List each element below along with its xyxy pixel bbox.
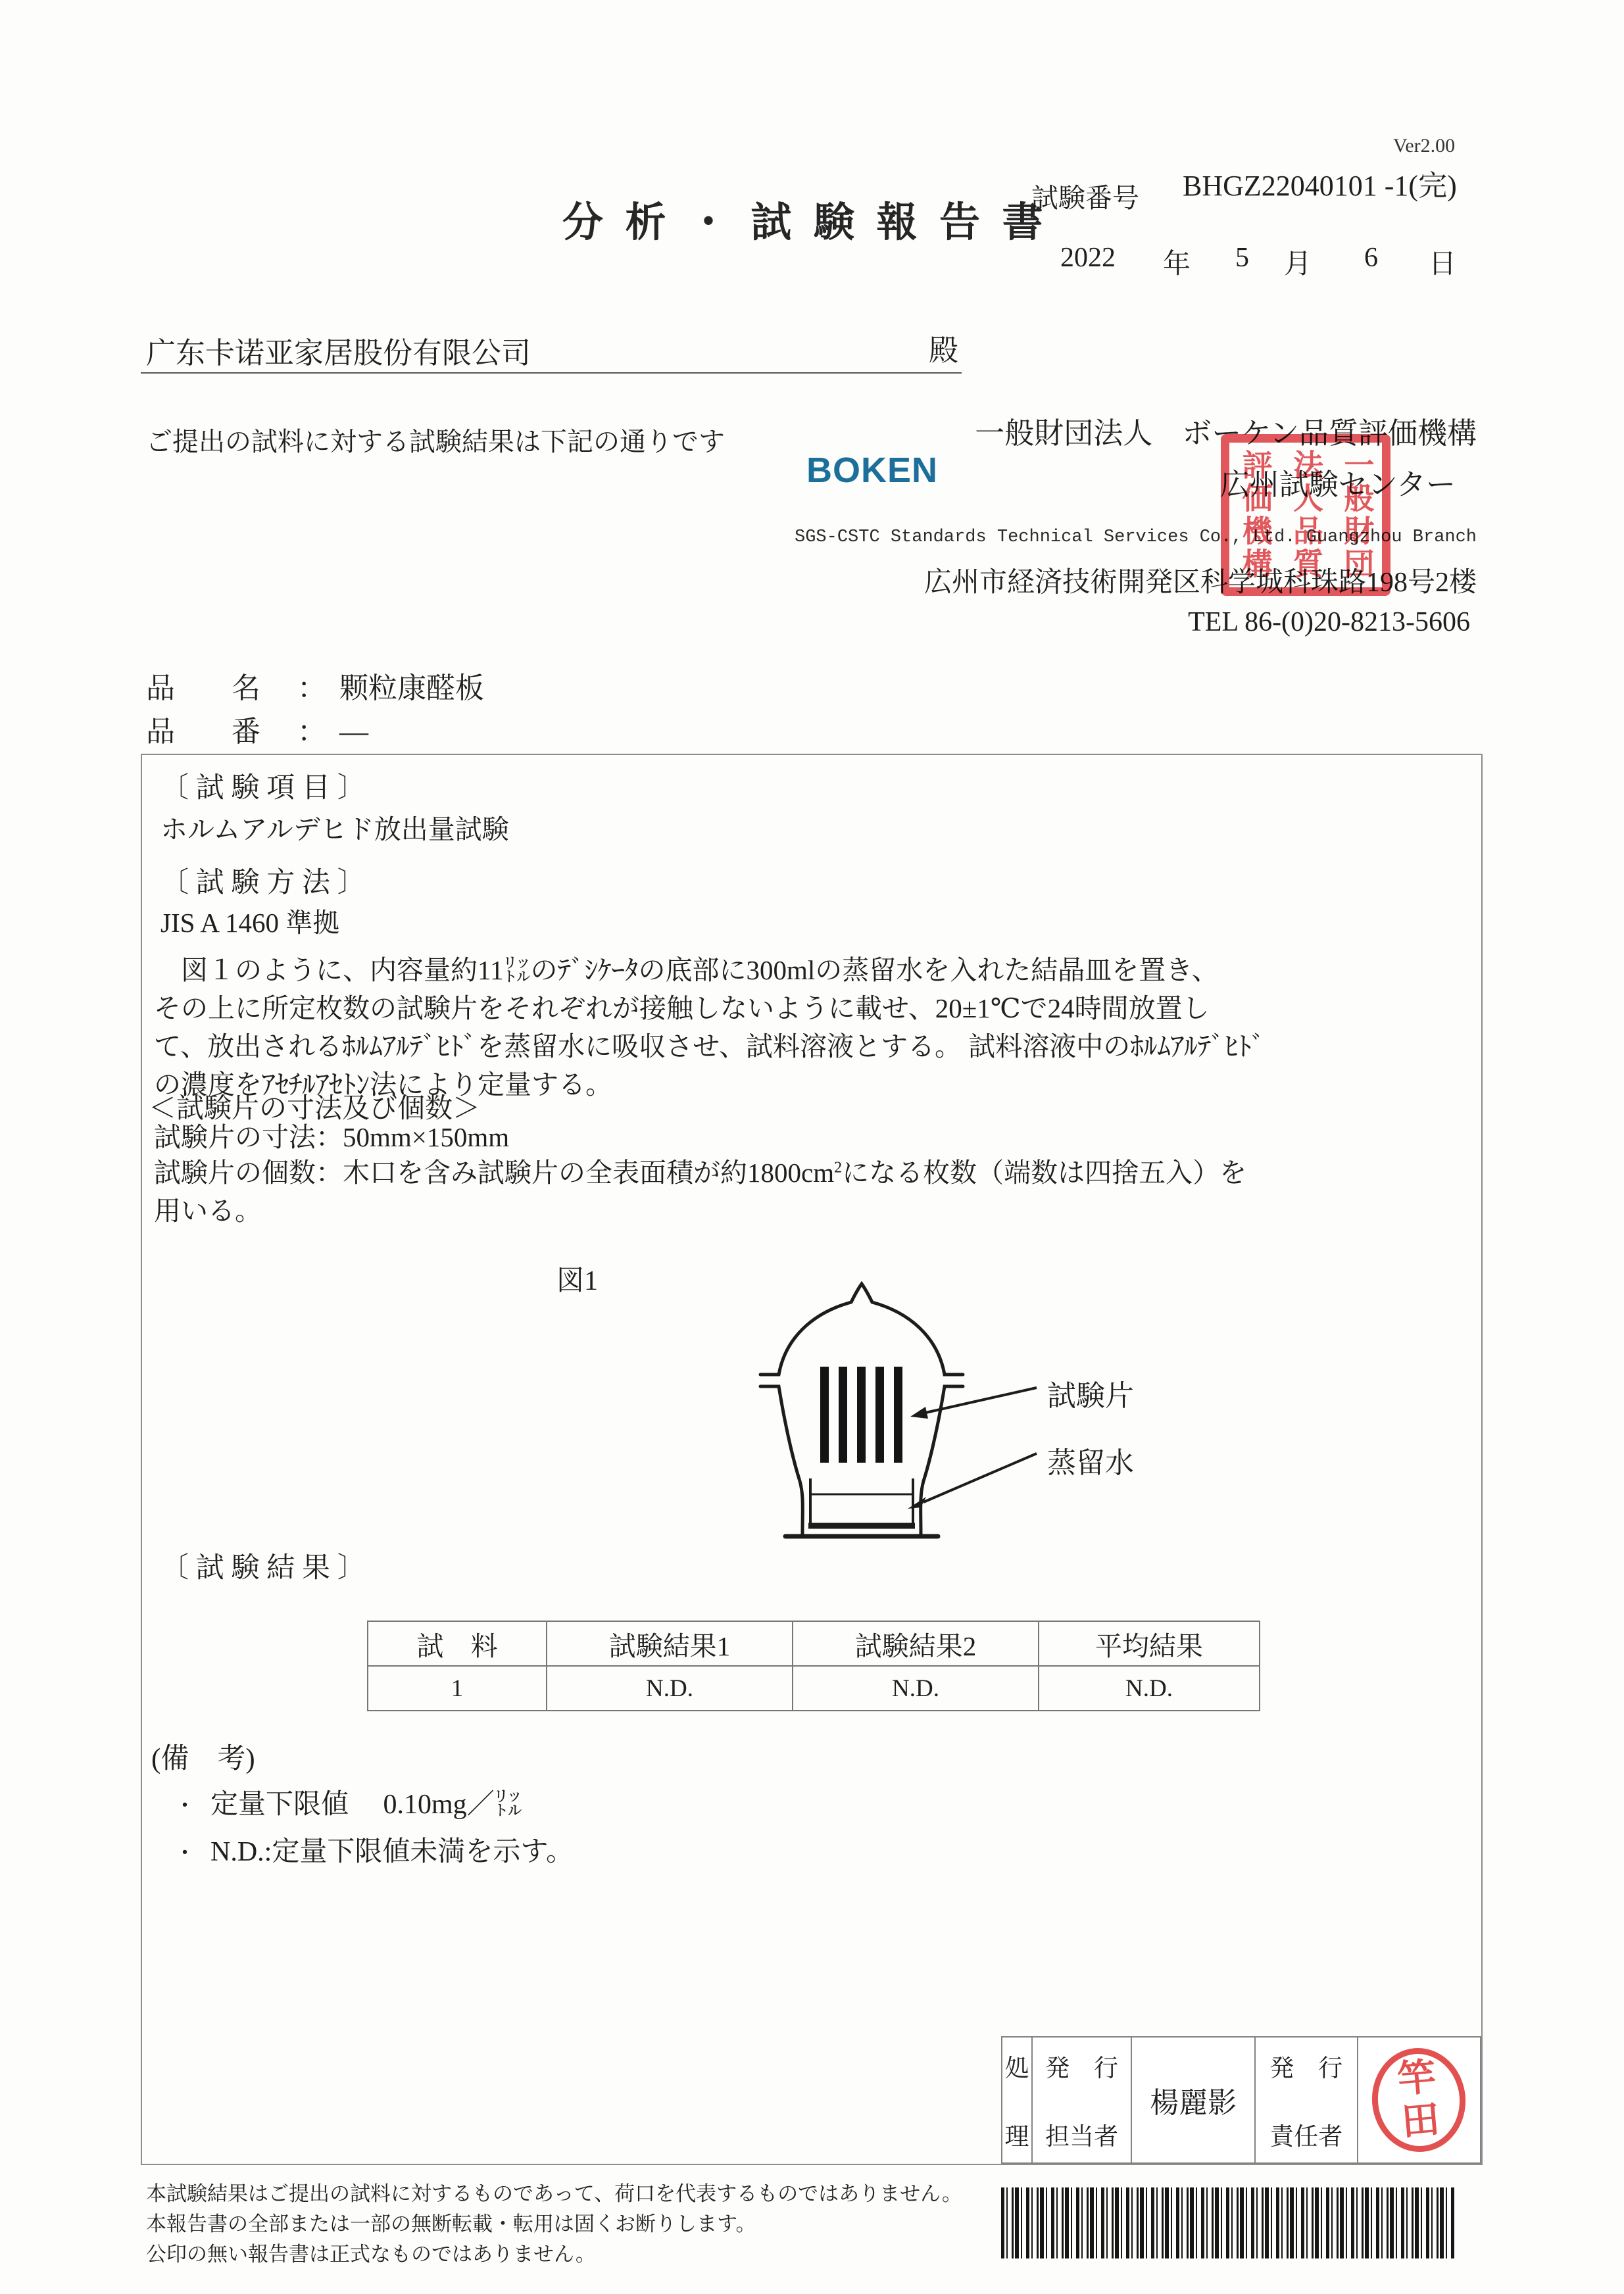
- sample-number-value: ―: [339, 716, 368, 748]
- honorific-dono: 殿: [929, 334, 959, 367]
- date-year: 2022: [1060, 243, 1116, 273]
- footer-disclaimer: 本試験結果はご提出の試料に対するものであって、荷口を代表するものではありません。: [146, 2182, 962, 2205]
- results-heading: 〔 試 験 結 果 〕: [160, 1553, 366, 1584]
- process-label-bottom: 理: [1004, 2124, 1029, 2151]
- seal-column: 法人品質: [1289, 449, 1323, 581]
- specimen-count-text: 試験片の個数：木口を含み試験片の全表面積が約1800cm: [154, 1158, 835, 1188]
- figure-label: 図1: [556, 1266, 599, 1296]
- signoff-staff-name-cell: [1132, 2038, 1255, 2162]
- sample-number-row: [146, 708, 368, 750]
- seal-column: 評価機構: [1238, 449, 1272, 581]
- remarks-heading: (備 考): [151, 1744, 255, 1774]
- water-arrow: [923, 1453, 1037, 1502]
- sample-name-colon: ：: [297, 672, 326, 704]
- procedure-line: て、放出されるﾎﾙﾑｱﾙﾃﾞﾋﾄﾞを蒸留水に吸収させ、試料溶液とする。 試料溶液中のﾎﾙﾑｱﾙﾃﾞﾋﾄﾞ: [154, 1031, 1266, 1062]
- page-title: 分 析 ・ 試 験 報 告 書: [562, 201, 1049, 245]
- bullet-dot: ・: [174, 1794, 196, 1818]
- procedure-line: その上に所定枚数の試験片をそれぞれが接触しないように載せ、20±1℃で24時間放置し: [154, 993, 1210, 1023]
- issuer-tel: TEL 86-(0)20-8213-5606: [1188, 607, 1470, 637]
- signoff-issue-staff-cell: [1033, 2038, 1133, 2162]
- issue-staff-label-bottom: 担当者: [1045, 2124, 1119, 2151]
- specimen-size-heading: ＜試験片の寸法及び個数＞: [149, 1094, 481, 1124]
- water-arrowhead: [908, 1497, 926, 1509]
- issuer-english-name: SGS-CSTC Standards Technical Services Co., Ltd. Guangzhou Branch: [795, 527, 1477, 547]
- date-year-unit: 年: [1163, 249, 1191, 280]
- results-col-result2: 試験結果2: [793, 1621, 1039, 1666]
- official-square-seal: [1221, 434, 1390, 596]
- staff-name: 楊麗影: [1150, 2087, 1237, 2119]
- specimen-count-line: [154, 1151, 1246, 1190]
- results-col-result1: 試験結果1: [547, 1621, 793, 1666]
- specimen-count-line2: 用いる。: [154, 1196, 262, 1226]
- specimen-arrowhead: [910, 1407, 928, 1419]
- remark-text: N.D.:定量下限値未満を示す。: [210, 1837, 574, 1867]
- date-month-unit: 月: [1284, 249, 1312, 280]
- signoff-issue-manager-cell: [1256, 2038, 1358, 2162]
- results-header-row: [368, 1621, 1260, 1666]
- results-col-sample: 試 料: [368, 1621, 547, 1666]
- issue-manager-label-bottom: 責任者: [1269, 2124, 1343, 2151]
- date-month: 5: [1235, 243, 1249, 273]
- sample-number-label: 品: [146, 716, 175, 748]
- results-cell-result2: N.D.: [793, 1666, 1039, 1711]
- specimen-bar: [820, 1367, 829, 1463]
- date-day-unit: 日: [1429, 249, 1457, 280]
- procedure-line: 図１のように、内容量約11㍑のﾃﾞｼｹｰﾀの底部に300mlの蒸留水を入れた結晶皿を置き、: [154, 955, 1219, 985]
- desiccator-body-left: [760, 1386, 802, 1535]
- version-label: Ver2.00: [1393, 135, 1456, 157]
- remark-item: [174, 1782, 522, 1822]
- specimen-size-line: 試験片の寸法：50mm×150mm: [154, 1122, 510, 1152]
- test-item-heading: 〔 試 験 項 目 〕: [160, 773, 366, 804]
- intro-sentence: ご提出の試料に対する試験結果は下記の通りです: [146, 427, 725, 456]
- test-item-value: ホルムアルデヒド放出量試験: [160, 814, 509, 844]
- footer-disclaimer: 公印の無い報告書は正式なものではありません。: [146, 2243, 596, 2266]
- desiccator-figure: [645, 1277, 1158, 1553]
- dish-walls: [810, 1478, 913, 1526]
- signoff-process-cell: [1002, 2038, 1033, 2162]
- sample-name-value: 颗粒康醛板: [339, 672, 484, 704]
- results-data-row: [368, 1666, 1260, 1711]
- specimen-bar: [839, 1367, 847, 1463]
- test-method-heading: 〔 試 験 方 法 〕: [160, 867, 366, 898]
- process-label-top: 処: [1004, 2055, 1029, 2082]
- boken-logo: BOKEN: [806, 451, 939, 490]
- test-method-value: JIS A 1460 準拠: [160, 908, 340, 938]
- report-number-label: 試験番号: [1031, 183, 1139, 213]
- results-cell-result1: N.D.: [547, 1666, 793, 1711]
- desiccator-lid: [760, 1284, 963, 1375]
- stamp-char-top: 竿: [1396, 2055, 1439, 2101]
- results-table: [367, 1621, 1260, 1711]
- date-day: 6: [1364, 243, 1378, 273]
- water-legend-label: 蒸留水: [1047, 1447, 1134, 1479]
- results-col-average: 平均結果: [1039, 1621, 1260, 1666]
- sample-name-row: [146, 664, 484, 706]
- superscript-two: 2: [834, 1159, 843, 1177]
- barcode: [1001, 2187, 1455, 2258]
- issuer-branch-name: 広州試験センター: [1219, 468, 1456, 501]
- results-cell-sample: 1: [368, 1666, 547, 1711]
- signoff-stamp-cell: [1358, 2038, 1480, 2162]
- issue-staff-label-top: 発 行: [1045, 2055, 1119, 2082]
- sample-number-label2: 番: [232, 716, 260, 748]
- issue-manager-label-top: 発 行: [1269, 2055, 1343, 2082]
- specimen-bar: [857, 1367, 866, 1463]
- footer-disclaimer: 本報告書の全部または一部の無断転載・転用は固くお断りします。: [146, 2212, 756, 2235]
- remark-text: 定量下限値 0.10mg／㍑: [210, 1790, 522, 1820]
- procedure-line: の濃度をｱｾﾁﾙｱｾﾄﾝ法により定量する。: [154, 1069, 612, 1100]
- sample-number-colon: ：: [297, 716, 326, 748]
- issuer-address: 広州市経済技術開発区科学城科珠路198号2楼: [923, 568, 1477, 598]
- bullet-dot: ・: [174, 1842, 196, 1866]
- seal-column: 一般財団: [1340, 449, 1374, 581]
- client-underline: [141, 372, 962, 374]
- report-number-value: BHGZ22040101 -1(完): [1183, 170, 1457, 202]
- client-company-name: 广东卡诺亚家居股份有限公司: [146, 337, 531, 370]
- manager-name-stamp: [1368, 2044, 1470, 2156]
- specimen-legend-label: 試験片: [1047, 1380, 1134, 1412]
- issuer-org-name: 一般財団法人 ボーケン品質評価機構: [975, 417, 1477, 450]
- specimen-bar: [875, 1367, 884, 1463]
- specimen-count-text: になる枚数（端数は四捨五入）を: [842, 1158, 1247, 1188]
- sample-name-label2: 名: [232, 672, 260, 704]
- specimen-bar: [894, 1367, 902, 1463]
- stamp-char-bottom: 田: [1400, 2097, 1442, 2144]
- results-cell-average: N.D.: [1039, 1666, 1260, 1711]
- remark-item: [174, 1830, 574, 1869]
- signoff-table: [1001, 2036, 1481, 2164]
- sample-name-label: 品: [146, 672, 175, 704]
